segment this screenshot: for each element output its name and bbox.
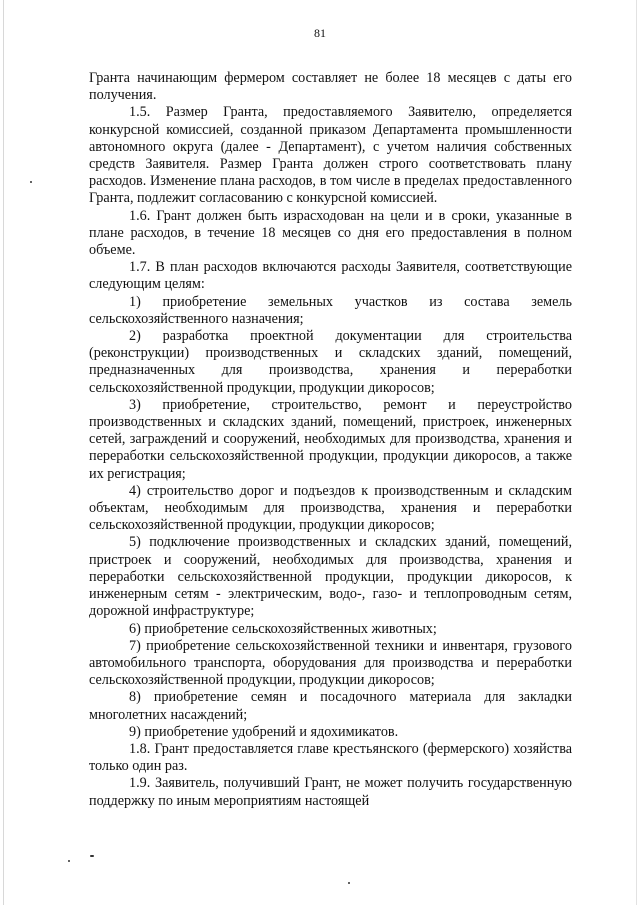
page-number: 81	[314, 26, 326, 40]
list-item-2: 2) разработка проектной документации для строительства (реконструкции) производственных и складских зданий, помещений, предназначенных для производства, хранения и переработки сельскохозяйственной продукции, продукции дикоросов;	[89, 328, 572, 396]
scan-speck	[30, 181, 32, 183]
list-item-4: 4) строительство дорог и подъездов к производственным и складским объектам, необходимым для производства, хранения и переработки сельскохозяйственной продукции, продукции дикоросов;	[89, 482, 572, 534]
list-item-7: 7) приобретение сельскохозяйственной техники и инвентаря, грузового автомобильного транспорта, оборудования для производства и переработки сельскохозяйственной продукции, продукции дикоросов;	[89, 637, 572, 689]
document-body	[89, 70, 572, 810]
list-item-5: 5) подключение производственных и складских зданий, помещений, пристроек и сооружений, необходимых для производства, хранения и переработки сельскохозяйственной продукции, продукции дикоросов, к инженерным сетям - электрическим, водо-, газо- и теплопроводным сетям, дорожной инфраструктуре;	[89, 534, 572, 620]
scan-speck	[90, 855, 94, 857]
paragraph-1-6: 1.6. Грант должен быть израсходован на цели и в сроки, указанные в плане расходов, в течение 18 месяцев со дня его предоставления в полном объеме.	[89, 207, 572, 259]
list-item-8: 8) приобретение семян и посадочного материала для закладки многолетних насаждений;	[89, 689, 572, 723]
scan-speck	[68, 860, 70, 862]
paragraph-1-8: 1.8. Грант предоставляется главе крестьянского (фермерского) хозяйства только один раз.	[89, 740, 572, 775]
list-item-6: 6) приобретение сельскохозяйственных животных;	[129, 620, 437, 637]
list-item-9: 9) приобретение удобрений и ядохимикатов.	[129, 723, 399, 740]
list-item-1: 1) приобретение земельных участков из состава земель сельскохозяйственного назначения;	[89, 293, 572, 327]
scan-edge-right	[636, 0, 637, 905]
scan-edge-left	[3, 0, 4, 905]
paragraph-1-7: 1.7. В план расходов включаются расходы Заявителя, соответствующие следующим целям:	[89, 259, 572, 293]
scan-speck	[348, 882, 350, 884]
list-item-3: 3) приобретение, строительство, ремонт и переустройство производственных и складских зданий, помещений, пристроек, инженерных сетей, заграждений и сооружений, необходимых для производства, хранения и переработки сельскохозяйственной продукции, продукции дикоросов, а также их регистрация;	[89, 396, 572, 482]
paragraph-continuation: Гранта начинающим фермером составляет не более 18 месяцев с даты его получения.	[89, 70, 572, 104]
paragraph-1-9: 1.9. Заявитель, получивший Грант, не может получить государственную поддержку по иным мероприятиям настоящей	[89, 775, 572, 809]
paragraph-1-5: 1.5. Размер Гранта, предоставляемого Заявителю, определяется конкурсной комиссией, созданной приказом Департамента промышленности автономного округа (далее - Департамент), с учетом наличия собственных средств Заявителя. Размер Гранта должен строго соответствовать плану расходов. Изменение плана расходов, в том числе в пределах предоставленного Гранта, подлежит согласованию с конкурсной комиссией.	[89, 104, 572, 207]
